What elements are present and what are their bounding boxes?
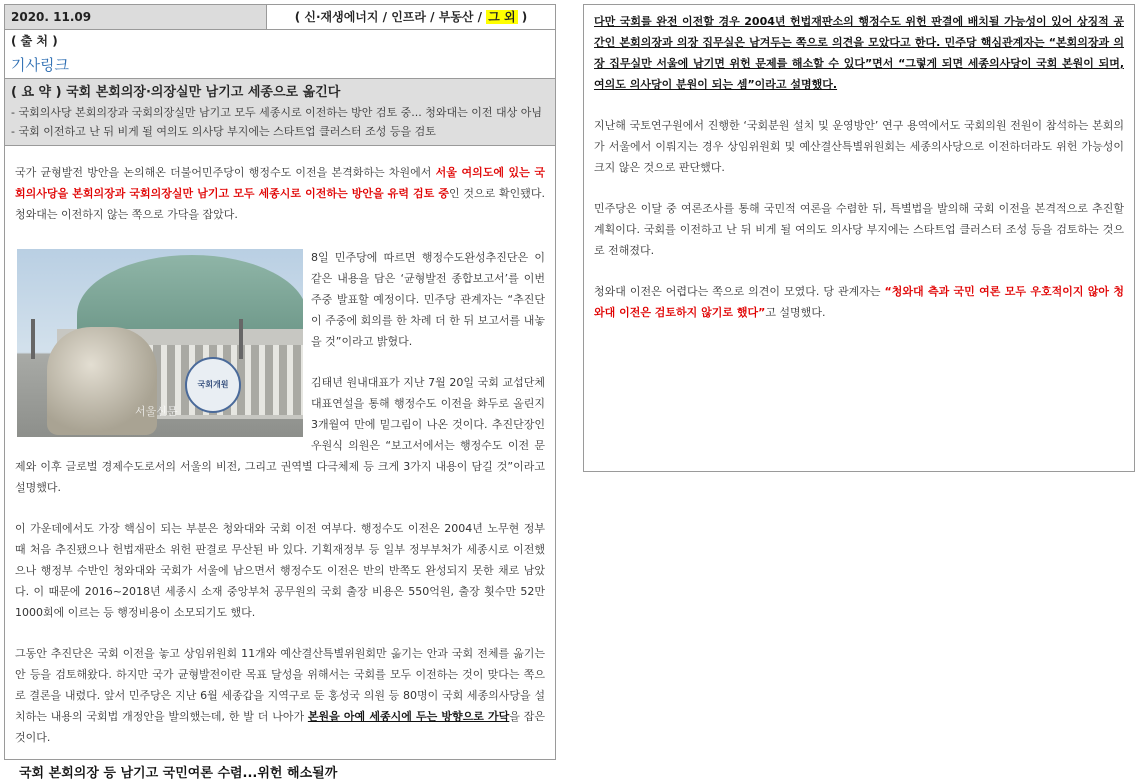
flagpole [239, 319, 243, 359]
paragraph: 8일 민주당에 따르면 행정수도완성추진단은 이 같은 내용을 담은 ‘균형발전 종합보고서’를 이번 주중 발표할 예정이다. 민주당 관계자는 “추진단이 주중에 회의를 한 차례 더 한 뒤 보고서를 내놓을 것”이라고 밝혔다. [311, 251, 545, 348]
national-assembly-photo [17, 249, 303, 437]
paragraph: 김태년 원내대표가 지난 7월 20일 국회 교섭단체 대표연설을 통해 행정수도 이전을 화두로 올린지 3개월여 만에 밑그림이 나온 것이다. 추진단장인 우원식 의원은 “보고서에서는 행정수도 이전 문제와 이후 글로벌 경제수도로서의 서울의 비전, 그리고 권역별 다극체제 등 크게 3가지 내용이 담길 것”이라고 설명했다. [15, 376, 545, 494]
article-link-row [5, 52, 555, 79]
article-link[interactable]: 기사링크 [11, 56, 69, 74]
paragraph [594, 11, 1124, 95]
paragraph: 이 가운데에서도 가장 핵심이 되는 부분은 청와대와 국회 이전 여부다. 행정수도 이전은 2004년 노무현 정부 때 처음 추진됐으나 헌법재판소 위헌 판결로 무산된 바 있다. 기획재정부 등 일부 정부부처가 세종시로 이전했으나 행정부 수반인 청와대와 국회가 서울에 남으면서 행정수도 이전은 반의 반쪽도 완성되지 못한 채로 남았다. 이 때문에 2016~2018년 세종시 소재 중앙부처 공무원의 국회 출장 비용은 550억원, 출장 횟수만 52만 1000회에 이르는 등 행정비용이 소모되기도 했다. [15, 522, 545, 619]
highlight-red: “청와대 측과 국민 여론 모두 우호적이지 않아 청와대 이전은 검토하지 않기로 했다” [594, 285, 1124, 319]
text: 국가 균형발전 방안을 논의해온 더불어민주당이 행정수도 이전을 본격화하는 차원에서 [15, 166, 436, 179]
sub-heading: 국회 본회의장 등 남기고 국민여론 수렴...위헌 해소될까 [19, 766, 338, 781]
highlight-underline: 다만 국회를 완전 이전할 경우 2004년 헌법재판소의 행정수도 위헌 판결에 배치될 가능성이 있어 상징적 공간인 본회의장과 의장 집무실은 남겨두는 쪽으로 의견을 모았다고 한다. 민주당 핵심관계자는 “본회의장과 의장 집무실만 서울에 남기면 위헌 문제를 해소할 수 있다”면서 “그렇게 되면 세종의사당이 국회 본원이 되며, 여의도 의사당이 분원이 되는 셈”이라고 설명했다. [594, 15, 1124, 91]
category-list: ( 신·재생에너지 / 인프라 / 부동산 / [294, 10, 487, 24]
article-continuation [584, 5, 1134, 327]
category-cell [267, 5, 555, 29]
text: 청와대 이전은 어렵다는 쪽으로 의견이 모였다. 당 관계자는 [594, 285, 885, 298]
paragraph: 지난해 국토연구원에서 진행한 ‘국회분원 설치 및 운영방안’ 연구 용역에서도 국회의원 전원이 참석하는 본회의가 서울에서 이뤄지는 경우 상임위원회 및 예산결산특별위원회는 세종의사당으로 이전하더라도 위헌 가능성이 크지 않은 것으로 판단했다. [594, 119, 1124, 174]
summary-bullet: - 국회 이전하고 난 뒤 비게 될 여의도 의사당 부지에는 스타트업 클러스터 조성 등을 검토 [11, 125, 436, 138]
left-article-panel [4, 4, 556, 781]
highlight-underline: 본원을 아예 세종시에 두는 방향으로 가닥 [307, 710, 510, 723]
banner-graphic: 국회개원 [185, 357, 241, 413]
summary-bullet: - 국회의사당 본회의장과 국회의장실만 남기고 모두 세종시로 이전하는 방안 검토 중... 청와대는 이전 대상 아님 [11, 106, 542, 119]
text: 그동안 추진단은 국회 이전을 놓고 상임위원회 11개와 예산결산특별위원회만 옮기는 안과 국회 전체를 옮기는 안 등을 검토해왔다. 하지만 국가 균형발전이란 목표 달성을 위해서는 국회를 모두 이전하는 것이 맞다는 쪽으로 결론을 내렸다. 앞서 민주당은 지난 6월 세종갑을 지역구로 둔 홍성국 의원 등 80명이 국회 세종의사당을 설치하는 내용의 국회법 개정안을 발의했는데, 한 발 더 나아가 [15, 647, 545, 723]
source-label: ( 출 처 ) [11, 34, 58, 48]
paragraph [15, 643, 545, 748]
category-close: ) [517, 10, 528, 24]
text: 인 것으로 확인됐다. 청와대는 이전하지 않는 쪽으로 가닥을 잡았다. [15, 187, 545, 221]
header-row [5, 5, 555, 30]
paragraph [594, 281, 1124, 323]
text: 을 잡은 것이다. [15, 710, 545, 744]
highlight-red: 서울 여의도에 있는 국회의사당을 본회의장과 국회의장실만 남기고 모두 세종시로 이전하는 방안을 유력 검토 중 [15, 166, 545, 200]
summary-box [5, 79, 555, 146]
summary-title: ( 요 약 ) 국회 본회의장·의장실만 남기고 세종으로 옮긴다 [11, 85, 341, 100]
date-cell: 2020. 11.09 [5, 5, 267, 29]
paragraph [15, 162, 545, 225]
paragraph: 민주당은 이달 중 여론조사를 통해 국민적 여론을 수렴한 뒤, 특별법을 발의해 국회 이전을 본격적으로 추진할 계획이다. 국회를 이전하고 난 뒤 비게 될 여의도 의사당 부지에는 스타트업 클러스터 조성 등을 검토하는 것으로 전해졌다. [594, 202, 1124, 257]
flagpole [31, 319, 35, 359]
photo-watermark: 서울신문 [135, 405, 178, 418]
right-article-panel [583, 4, 1135, 472]
text: 고 설명했다. [765, 306, 826, 319]
category-highlight: 그 외 [488, 10, 516, 24]
article-body [5, 162, 555, 748]
